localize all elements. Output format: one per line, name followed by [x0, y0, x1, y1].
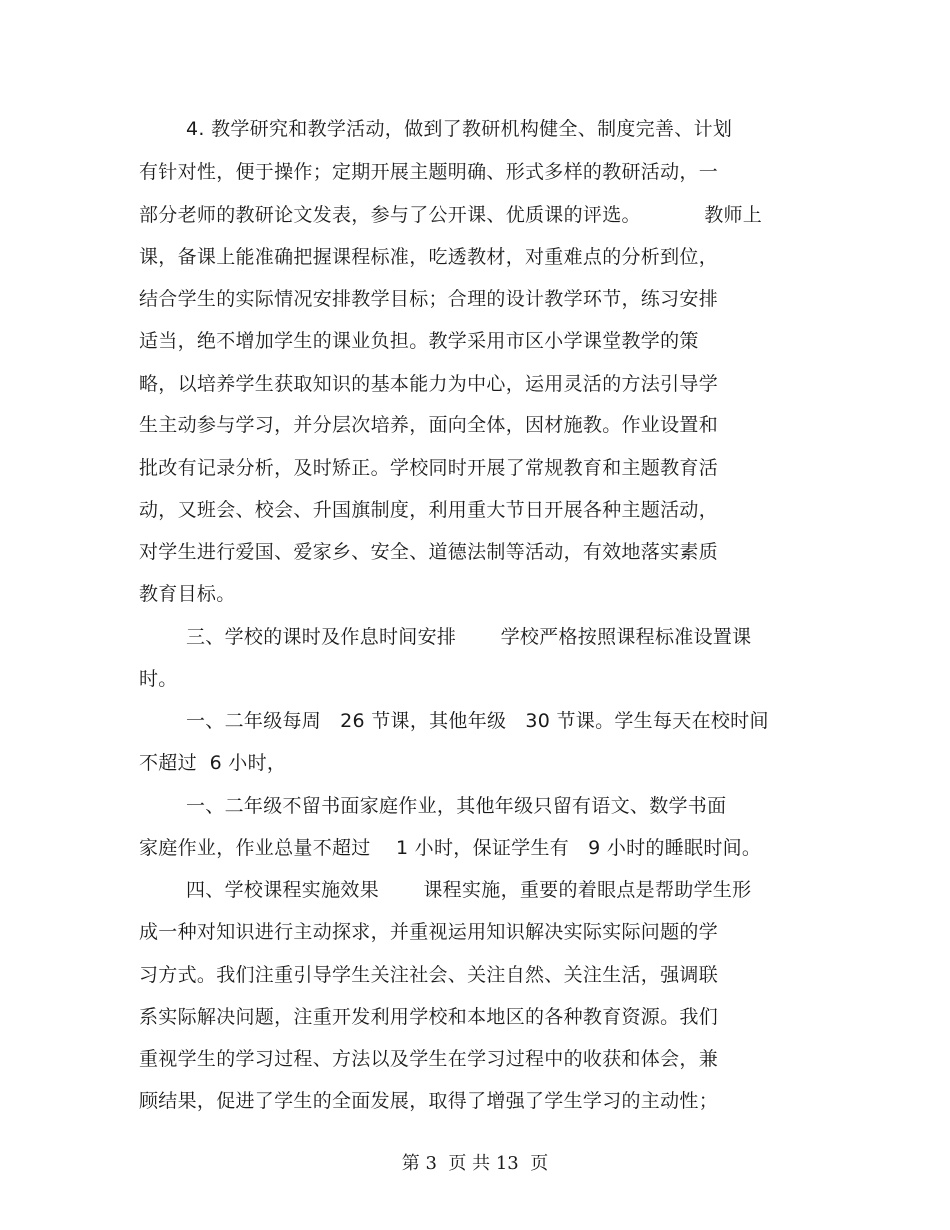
section-heading-line: 四、学校课程实施效果 课程实施，重要的着眼点是帮助学生形	[186, 879, 752, 901]
text-line: 一、二年级每周 26 节课，其他年级 30 节课。学生每天在校时间	[186, 710, 769, 732]
text-line: 教育目标。	[139, 583, 236, 605]
text-line: 部分老师的教研论文发表，参与了公开课、优质课的评选。 教师上	[139, 204, 763, 226]
text-line: 对学生进行爱国、爱家乡、安全、道德法制等活动，有效地落实素质	[139, 541, 719, 563]
text-line: 顾结果，促进了学生的全面发展，取得了增强了学生学习的主动性；	[139, 1090, 719, 1112]
text-line: 生主动参与学习，并分层次培养，面向全体，因材施教。作业设置和	[139, 414, 719, 436]
text-line: 习方式。我们注重引导学生关注社会、关注自然、关注生活，强调联	[139, 964, 719, 986]
text-line: 时。	[139, 668, 178, 690]
text-line: 系实际解决问题，注重开发利用学校和本地区的各种教育资源。我们	[139, 1006, 719, 1028]
text-line: 家庭作业，作业总量不超过 1 小时，保证学生有 9 小时的睡眠时间。	[139, 837, 762, 859]
text-line: 一、二年级不留书面家庭作业，其他年级只留有语文、数学书面	[186, 795, 727, 817]
text-line: 重视学生的学习过程、方法以及学生在学习过程中的收获和体会，兼	[139, 1048, 719, 1070]
section-heading-line: 三、学校的课时及作息时间安排 学校严格按照课程标准设置课	[186, 626, 752, 648]
text-line: 4. 教学研究和教学活动，做到了教研机构健全、制度完善、计划	[186, 118, 733, 140]
text-line: 有针对性，便于操作；定期开展主题明确、形式多样的教研活动，一	[139, 161, 719, 183]
text-line: 课，备课上能准确把握课程标准，吃透教材，对重难点的分析到位，	[139, 246, 719, 268]
text-line: 结合学生的实际情况安排教学目标；合理的设计教学环节，练习安排	[139, 288, 719, 310]
text-line: 动，又班会、校会、升国旗制度，利用重大节日开展各种主题活动，	[139, 499, 719, 521]
text-line: 适当，绝不增加学生的课业负担。教学采用市区小学课堂教学的策	[139, 330, 699, 352]
text-line: 略，以培养学生获取知识的基本能力为中心，运用灵活的方法引导学	[139, 373, 719, 395]
page-footer: 第 3 页 共 13 页	[401, 1153, 549, 1174]
text-line: 成一种对知识进行主动探求，并重视运用知识解决实际实际问题的学	[139, 921, 719, 943]
text-line: 批改有记录分析，及时矫正。学校同时开展了常规教育和主题教育活	[139, 457, 719, 479]
text-line: 不超过 6 小时，	[139, 752, 287, 774]
